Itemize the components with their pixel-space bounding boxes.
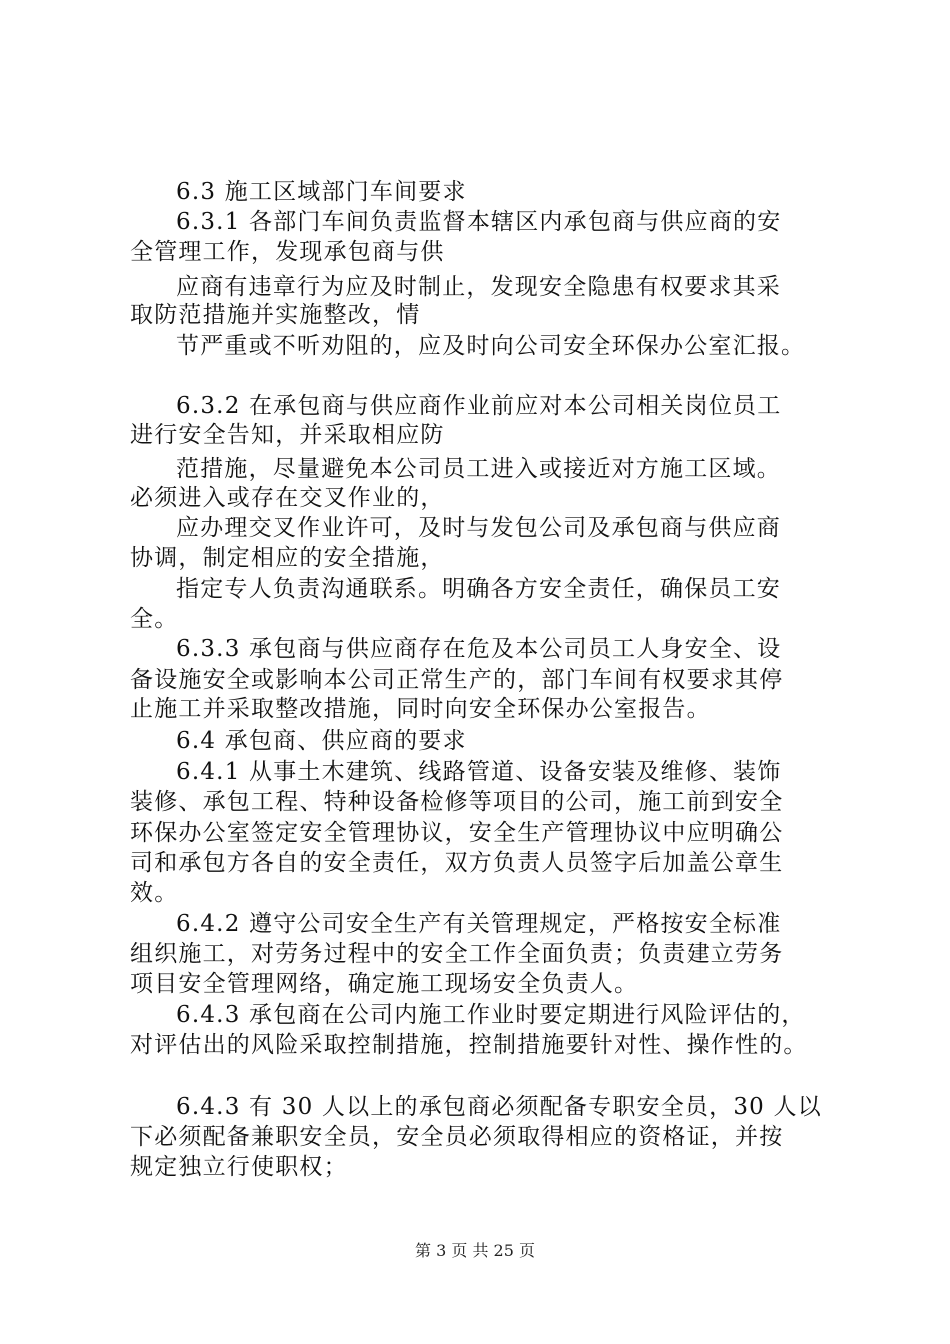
page-number-footer: 第 3 页 共 25 页 [415,1241,535,1260]
paragraph-line: 6.3.3 承包商与供应商存在危及本公司员工人身安全、设 [176,636,782,662]
paragraph-line: 6.4.3 有 30 人以上的承包商必须配备专职安全员，30 人以 [176,1094,822,1120]
paragraph-line: 装修、承包工程、特种设备检修等项目的公司，施工前到安全 [130,789,784,815]
paragraph-line: 应办理交叉作业许可，及时与发包公司及承包商与供应商 [176,515,781,541]
paragraph-line: 备设施安全或影响本公司正常生产的，部门车间有权要求其停 [130,667,784,693]
paragraph-line: 6.4.1 从事土木建筑、线路管道、设备安装及维修、装饰 [176,759,782,785]
paragraph-line: 下必须配备兼职安全员，安全员必须取得相应的资格证，并按 [130,1124,784,1150]
paragraph-line: 止施工并采取整改措施，同时向安全环保办公室报告。 [130,696,711,722]
paragraph-line: 6.3.1 各部门车间负责监督本辖区内承包商与供应商的安 [176,209,782,235]
paragraph-line: 取防范措施并实施整改，情 [130,302,421,328]
paragraph-line: 应商有违章行为应及时制止，发现安全隐患有权要求其采 [176,274,781,300]
paragraph-line: 效。 [130,880,179,906]
paragraph-line: 全。 [130,606,179,632]
paragraph-line: 组织施工，对劳务过程中的安全工作全面负责；负责建立劳务 [130,941,784,967]
paragraph-line: 全管理工作，发现承包商与供 [130,239,445,265]
paragraph-line: 进行安全告知，并采取相应防 [130,422,445,448]
paragraph-line: 6.4.3 承包商在公司内施工作业时要定期进行风险评估的， [176,1002,806,1028]
section-heading-6-3: 6.3 施工区域部门车间要求 [176,179,467,205]
paragraph-line: 6.4.2 遵守公司安全生产有关管理规定，严格按安全标准 [176,911,782,937]
paragraph-line: 规定独立行使职权； [130,1154,348,1180]
paragraph-line: 指定专人负责沟通联系。明确各方安全责任，确保员工安 [176,576,781,602]
paragraph-line: 环保办公室签定安全管理协议，安全生产管理协议中应明确公 [130,820,784,846]
paragraph-line: 范措施，尽量避免本公司员工进入或接近对方施工区域。 [176,456,781,482]
paragraph-line: 6.3.2 在承包商与供应商作业前应对本公司相关岗位员工 [176,393,782,419]
paragraph-line: 司和承包方各自的安全责任，双方负责人员签字后加盖公章生 [130,850,784,876]
paragraph-line: 项目安全管理网络，确定施工现场安全负责人。 [130,971,639,997]
paragraph-line: 节严重或不听劝阻的，应及时向公司安全环保办公室汇报。 [176,333,806,359]
section-heading-6-4: 6.4 承包商、供应商的要求 [176,728,467,754]
paragraph-line: 对评估出的风险采取控制措施，控制措施要针对性、操作性的。 [130,1032,808,1058]
paragraph-line: 协调，制定相应的安全措施， [130,545,445,571]
paragraph-line: 必须进入或存在交叉作业的， [130,485,445,511]
